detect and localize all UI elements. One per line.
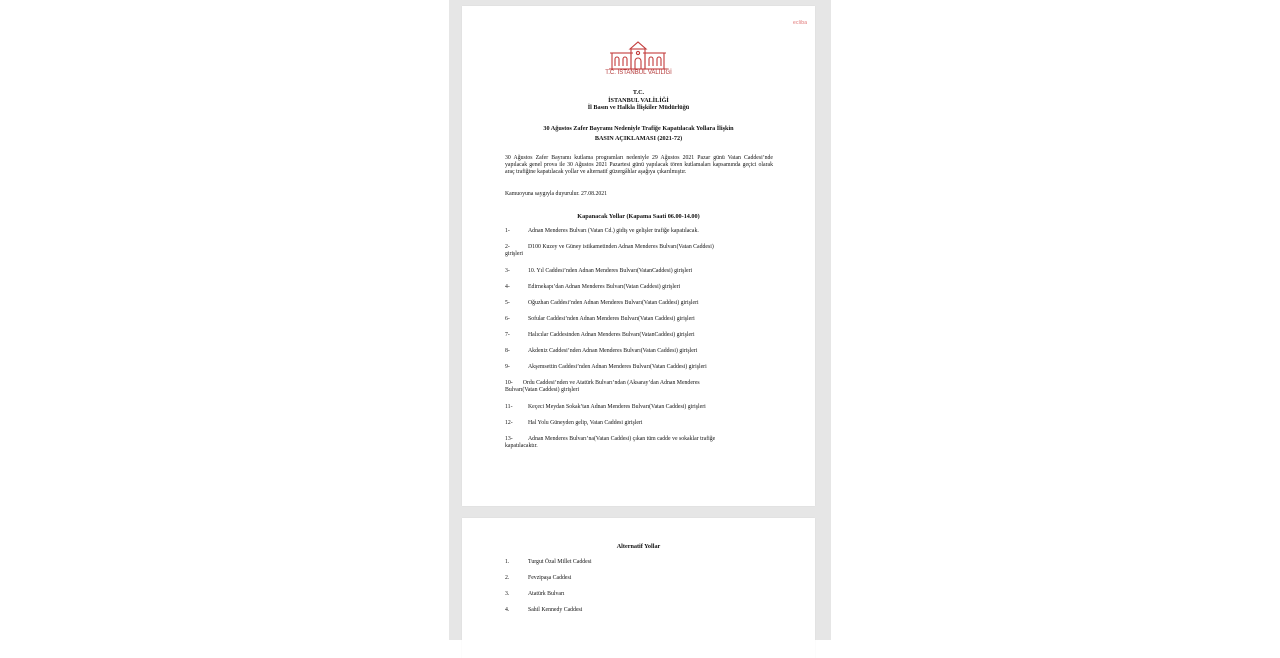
item-text: Hal Yolu Güneyden gelip, Vatan Caddesi girişleri [528, 420, 643, 426]
closed-road-item [505, 364, 775, 371]
item-text: Ordu Caddesi’nden ve Atatürk Bulvarı’ndan (Aksaray’dan Adnan Menderes [522, 380, 700, 386]
item-number: 11- [505, 404, 513, 410]
item-text-continued: Bulvarı(Vatan Caddesi) girişleri [505, 386, 580, 393]
closed-road-item [505, 420, 775, 427]
body-paragraph: 30 Ağustos Zafer Bayramı kutlama programları nedeniyle 29 Ağustos 2021 Pazar günü Vatan Caddesi’nde yapılacak genel prova ile 30 Ağustos 2021 Pazartesi günü yapılacak tören kutlamaları kapsamında geçici olarak araç trafiğine kapatılacak yollar ve alternatif güzergâhlar aşağıya çıkarılmıştır. [505, 155, 773, 175]
item-number: 1- [505, 228, 510, 234]
closed-roads-heading: Kapanacak Yollar (Kapama Saati 06.00-14.00) [577, 213, 700, 220]
closed-road-item [505, 404, 775, 411]
item-text: Fevzipaşa Caddesi [528, 575, 572, 581]
item-number: 8- [505, 348, 510, 354]
closing-line: Kamuoyuna saygıyla duyurulur. 27.08.2021 [505, 191, 608, 197]
item-number: 13- [505, 436, 513, 442]
letterhead-department: İl Basın ve Halkla İlişkiler Müdürlüğü [587, 104, 690, 111]
watermark: ecliba [793, 20, 808, 26]
document-subtitle: BASIN AÇIKLAMASI (2021-72) [594, 135, 683, 142]
item-text: Atatürk Bulvarı [528, 591, 565, 597]
item-number: 9- [505, 364, 510, 370]
item-text: D100 Kuzey ve Güney istikametinden Adnan Menderes Bulvarı(Vatan Caddesi) [528, 244, 714, 250]
closed-road-item [505, 316, 775, 323]
item-text: Sofular Caddesi’nden Adnan Menderes Bulvarı(Vatan Caddesi) girişleri [528, 316, 695, 322]
logo-caption: T.C. İSTANBUL VALİLİĞİ [605, 70, 672, 76]
alternative-road-item [505, 559, 775, 565]
alternative-road-item [505, 607, 775, 613]
closed-road-item [505, 332, 775, 339]
closed-road-item [505, 300, 775, 307]
letterhead-governorate: İSTANBUL VALİLİĞİ [608, 97, 669, 104]
item-number: 10- [505, 380, 513, 386]
item-text: Adnan Menderes Bulvarı’na(Vatan Caddesi) çıkan tüm cadde ve sokaklar trafiğe [528, 436, 716, 442]
item-text: Oğuzhan Caddesi’nden Adnan Menderes Bulvarı(Vatan Caddesi) girişleri [528, 300, 699, 306]
item-text: Akdeniz Caddesi’nden Adnan Menderes Bulvarı(Vatan Caddesi) girişleri [528, 348, 698, 354]
alternative-road-item [505, 575, 775, 581]
closed-road-item [505, 284, 775, 291]
closed-road-item [505, 380, 775, 394]
item-number: 1. [505, 559, 510, 565]
item-number: 3- [505, 268, 510, 274]
item-number: 2. [505, 575, 510, 581]
alternative-roads-heading: Alternatif Yollar [616, 543, 661, 550]
document-title: 30 Ağustos Zafer Bayramı Nedeniyle Trafiğe Kapatılacak Yollara İlişkin [543, 125, 734, 132]
closed-road-item [505, 436, 775, 450]
item-text: 10. Yıl Caddesi’nden Adnan Menderes Bulvarı(VatanCaddesi) girişleri [528, 268, 693, 274]
item-number: 7- [505, 332, 510, 338]
item-number: 2- [505, 244, 510, 250]
item-number: 4. [505, 607, 510, 613]
item-text: Turgut Özal Millet Caddesi [528, 559, 592, 565]
closed-road-item [505, 244, 775, 258]
document-page-2 [462, 518, 815, 658]
item-text: Sahil Kennedy Caddesi [528, 607, 583, 613]
item-text-continued: girişleri [505, 250, 524, 257]
item-number: 6- [505, 316, 510, 322]
closed-road-item [505, 268, 775, 275]
item-number: 4- [505, 284, 510, 290]
item-number: 5- [505, 300, 510, 306]
closed-road-item [505, 228, 775, 235]
item-text: Akşemsettin Caddesi’nden Adnan Menderes Bulvarı(Vatan Caddesi) girişleri [528, 364, 707, 370]
item-text: Keçeci Meydan Sokak’tan Adnan Menderes Bulvarı(Vatan Caddesi) girişleri [528, 404, 706, 410]
alternative-road-item [505, 591, 775, 597]
item-text-continued: kapatılacaktır. [505, 442, 538, 449]
item-text: Halıcılar Caddesinden Adnan Menderes Bulvarı(VatanCaddesi) girişleri [528, 332, 695, 338]
item-text: Edirnekapı’dan Adnan Menderes Bulvarı(Vatan Caddesi) girişleri [528, 284, 681, 290]
item-number: 3. [505, 591, 510, 597]
item-number: 12- [505, 420, 513, 426]
letterhead-tc: T.C. [632, 89, 645, 96]
document-page-1 [462, 6, 815, 506]
item-text: Adnan Menderes Bulvarı (Vatan Cd.) gidiş ve gelişler trafiğe kapatılacak. [528, 228, 699, 234]
closed-road-item [505, 348, 775, 355]
